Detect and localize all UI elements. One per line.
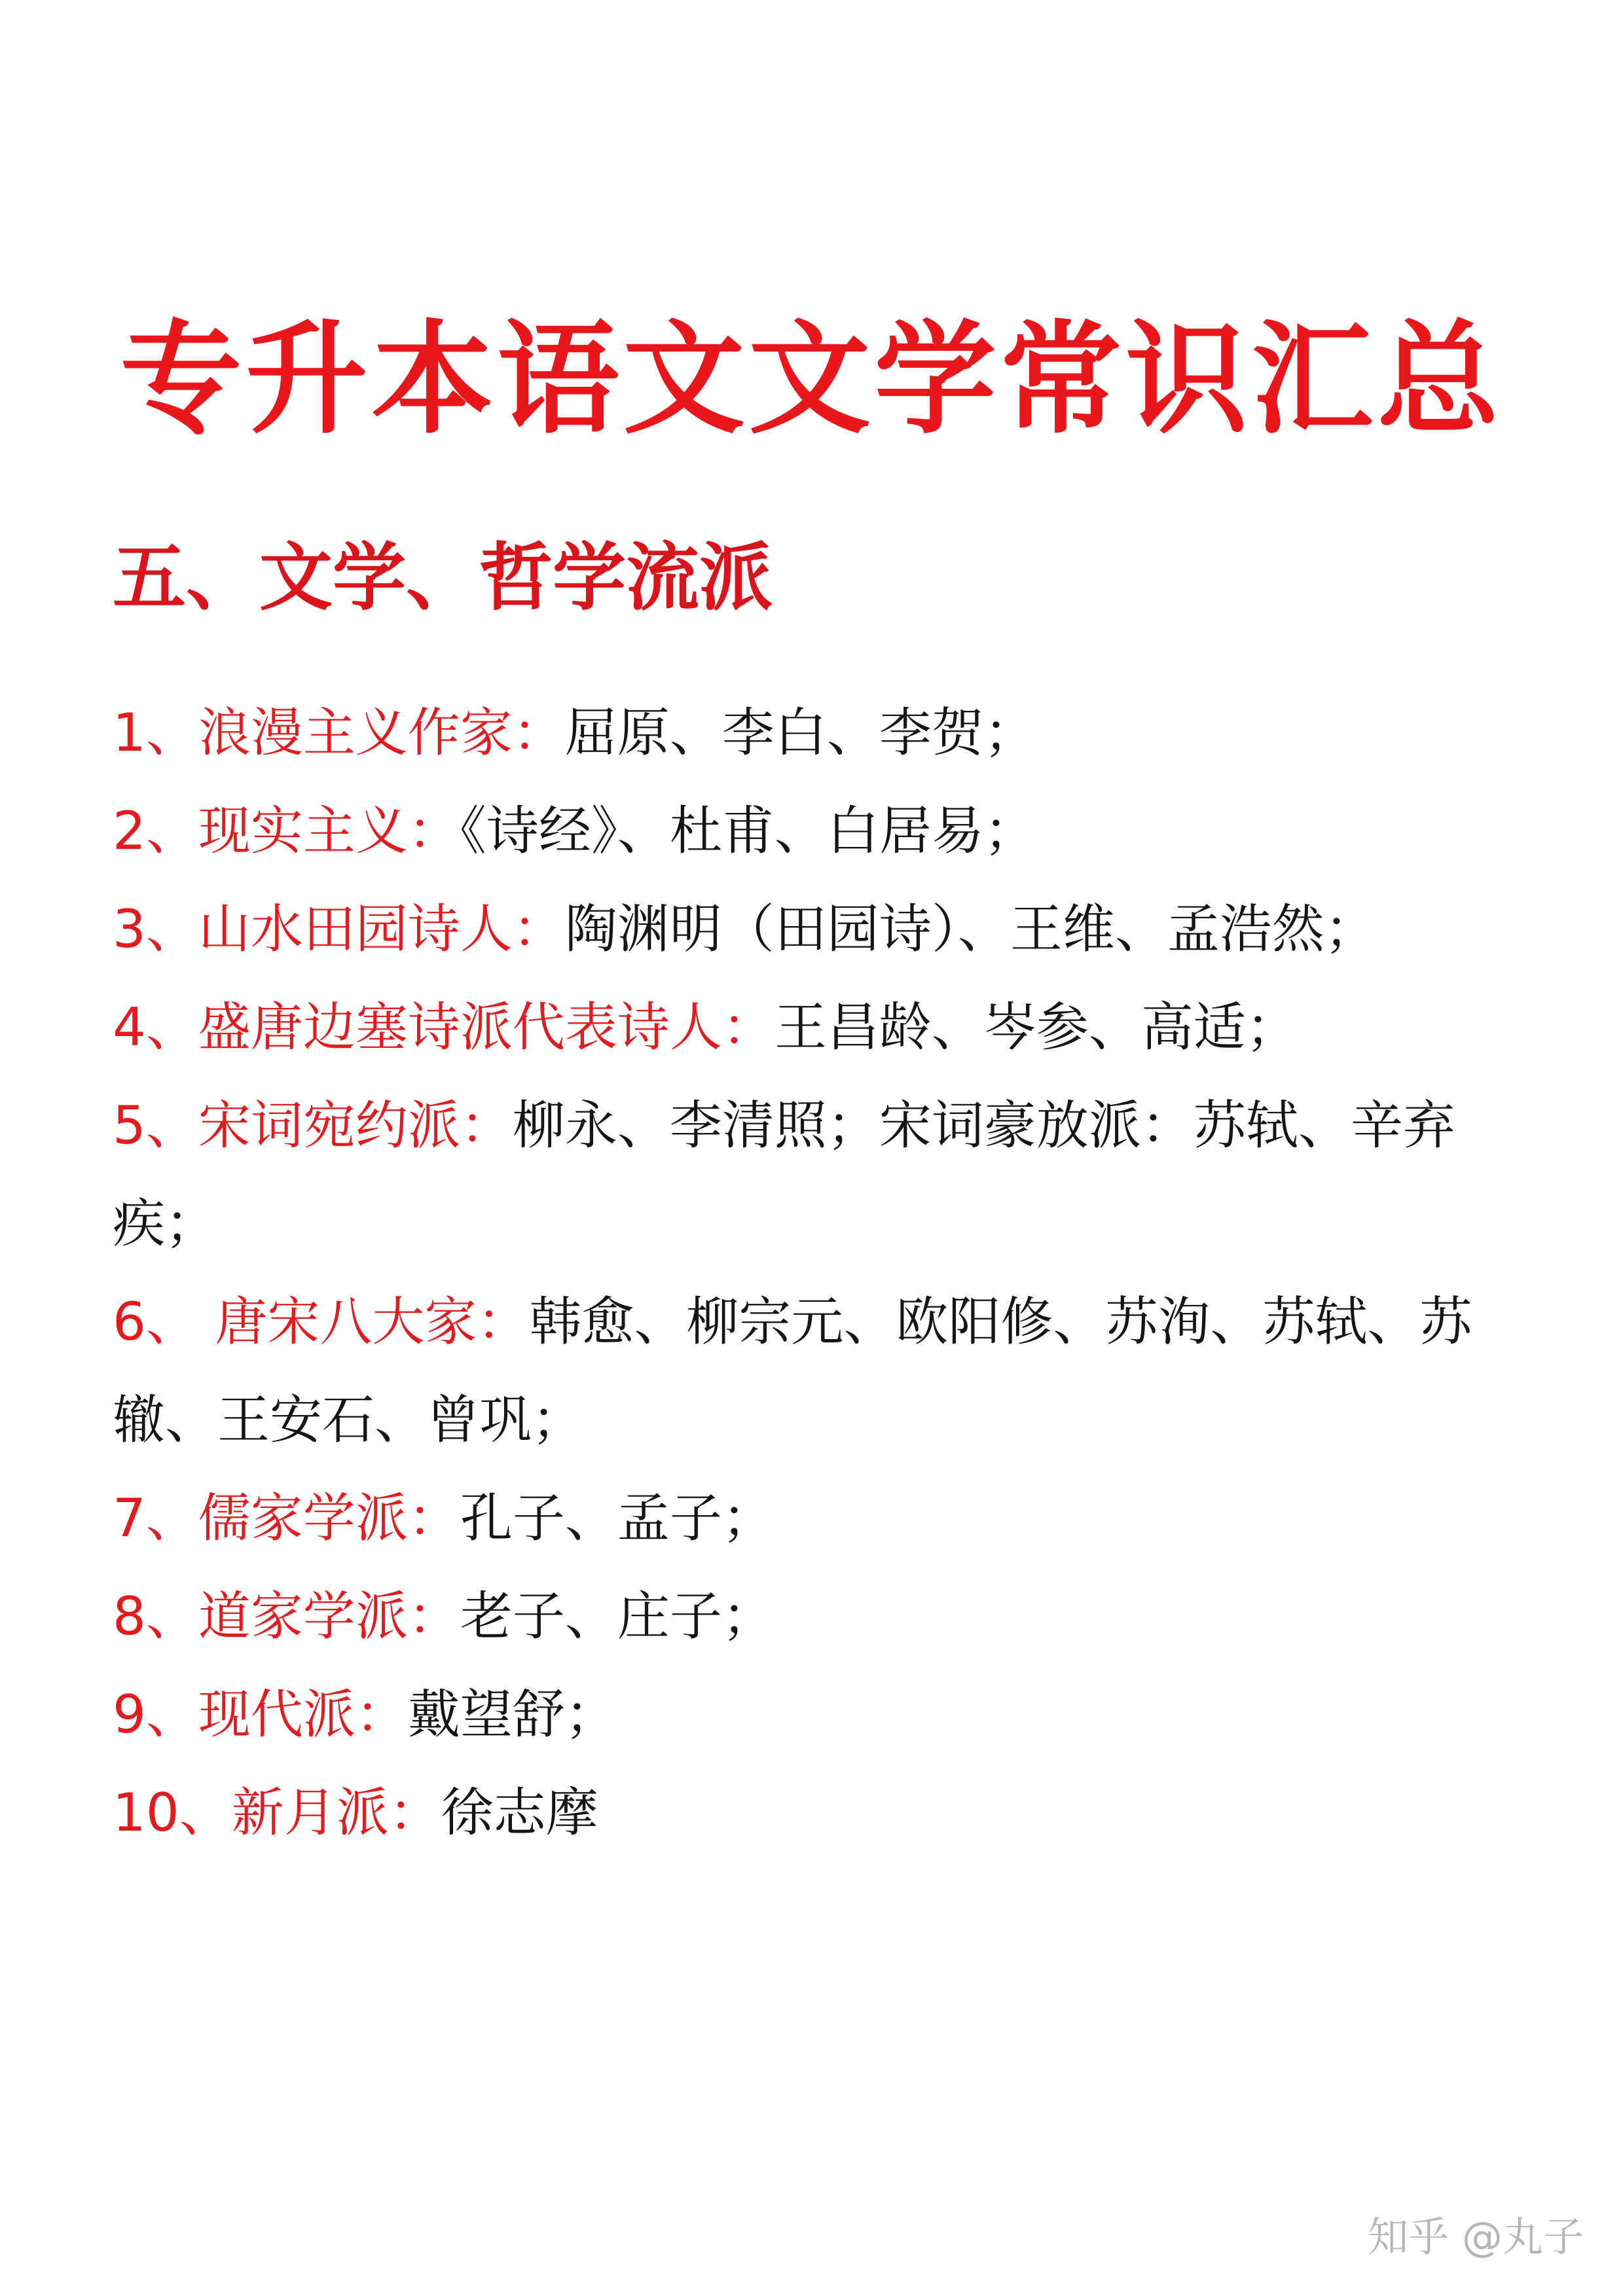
- item-content: 戴望舒；: [407, 1684, 617, 1745]
- item-number: 4、: [113, 997, 198, 1058]
- item-number: 3、: [113, 899, 198, 960]
- watermark: 知乎 @丸子: [1368, 2213, 1584, 2261]
- item-content: 韩愈、柳宗元、欧阳修、苏洵、苏轼、苏辙、王安石、曾巩；: [113, 1291, 1472, 1450]
- item-number: 2、: [113, 800, 198, 861]
- item-content: 屈原、李白、李贺；: [564, 702, 1036, 763]
- page-title: 专升本语文文学常识汇总: [120, 308, 1503, 450]
- item-content: 老子、庄子；: [460, 1586, 775, 1647]
- item-label: 唐宋八大家：: [198, 1291, 530, 1352]
- list-item: [113, 684, 1540, 782]
- item-number: 10、: [113, 1782, 232, 1843]
- item-label: 浪漫主义作家：: [198, 702, 565, 763]
- item-content: 《诗经》、杜甫、白居易；: [460, 800, 1036, 861]
- item-content: 王昌龄、岑参、高适；: [774, 997, 1298, 1058]
- item-content: 柳永、李清照；宋词豪放派：苏轼、辛弃疾；: [113, 1095, 1455, 1254]
- item-list: [113, 684, 1540, 1862]
- section-heading: 五、文学、哲学流派: [113, 535, 773, 620]
- item-number: 7、: [113, 1488, 198, 1549]
- item-label: 宋词宛约派：: [198, 1095, 513, 1156]
- item-label: 盛唐边塞诗派代表诗人：: [198, 997, 775, 1058]
- item-content: 陶渊明（田园诗）、王维、孟浩然；: [564, 899, 1377, 960]
- item-number: 1、: [113, 702, 198, 763]
- item-content: 孔子、孟子；: [460, 1488, 775, 1549]
- list-item: [113, 1273, 1540, 1469]
- item-number: 5、: [113, 1095, 198, 1156]
- list-item: [113, 880, 1540, 978]
- item-number: 6、: [113, 1291, 198, 1352]
- list-item: [113, 1666, 1540, 1764]
- list-item: [113, 1764, 1540, 1862]
- list-item: [113, 1077, 1540, 1273]
- item-label: 现实主义：: [198, 800, 460, 861]
- item-label: 现代派：: [198, 1684, 408, 1745]
- item-label: 道家学派：: [198, 1586, 460, 1647]
- item-label: 新月派：: [231, 1782, 441, 1843]
- item-label: 儒家学派：: [198, 1488, 460, 1549]
- item-number: 9、: [113, 1684, 198, 1745]
- list-item: [113, 1469, 1540, 1568]
- item-label: 山水田园诗人：: [198, 899, 565, 960]
- item-content: 徐志摩: [441, 1782, 598, 1843]
- list-item: [113, 782, 1540, 880]
- item-number: 8、: [113, 1586, 198, 1647]
- list-item: [113, 1568, 1540, 1666]
- list-item: [113, 978, 1540, 1077]
